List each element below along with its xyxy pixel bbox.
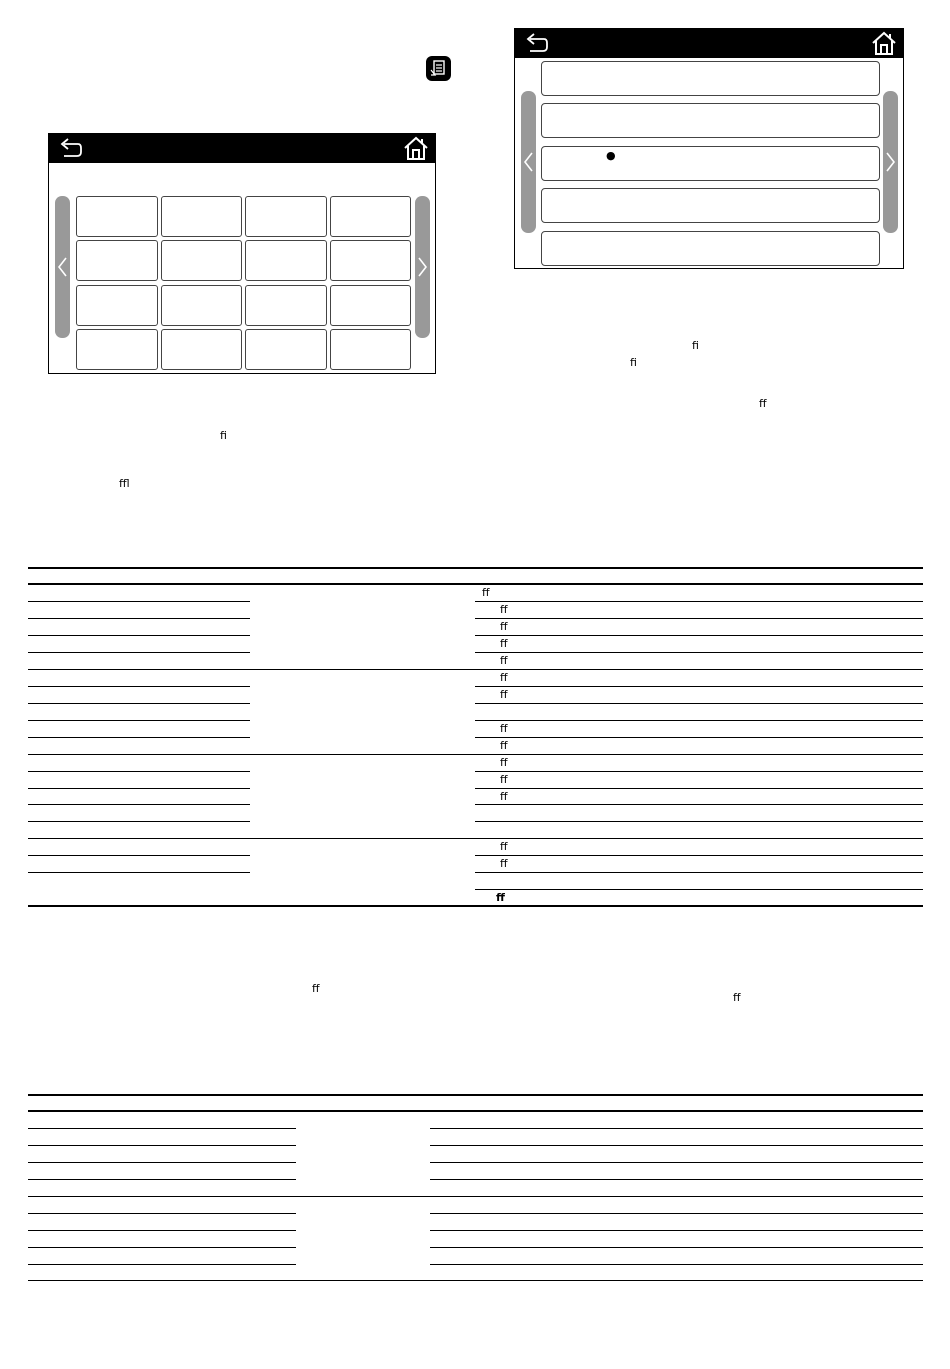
table-cell-glyph: ﬀ [500,654,508,667]
grid-tile[interactable] [76,196,158,237]
text-fragment: ﬄ [119,477,130,490]
chevron-right-icon [883,91,898,233]
menu-row[interactable] [541,103,880,138]
list-menu-screen [514,28,904,269]
table-cell-glyph: ﬀ [500,603,508,616]
table-cell-glyph: ﬀ [500,857,508,870]
grid-tile[interactable] [76,329,158,370]
table-cell-glyph: ﬀ [500,620,508,633]
selected-marker: ● [606,149,616,162]
menu-row[interactable] [541,61,880,96]
grid-tile[interactable] [330,285,411,326]
grid-tile[interactable] [161,285,242,326]
scroll-right-button[interactable] [883,91,898,233]
text-fragment: ﬀ [733,991,741,1004]
text-fragment: ﬀ [312,982,320,995]
table-cell-glyph: ﬀ [500,688,508,701]
table-cell-glyph: ﬀ [500,637,508,650]
scroll-left-button[interactable] [55,196,70,338]
table-cell-glyph: ﬀ [496,891,505,904]
grid-tile[interactable] [330,240,411,281]
chevron-right-icon [415,196,430,338]
table-cell-glyph: ﬀ [500,790,508,803]
screen-header-bar [515,29,903,58]
scroll-right-button[interactable] [415,196,430,338]
grid-menu-screen [48,133,436,374]
screen-header-bar [49,134,435,163]
home-icon[interactable] [403,136,429,166]
grid-tile[interactable] [245,329,327,370]
grid-tile[interactable] [330,329,411,370]
text-fragment: ﬁ [630,356,637,369]
grid-tile[interactable] [161,329,242,370]
chevron-left-icon [55,196,70,338]
home-icon[interactable] [871,31,897,61]
menu-row[interactable] [541,188,880,223]
back-arrow-icon[interactable] [525,32,549,60]
grid-tile[interactable] [76,240,158,281]
table-cell-glyph: ﬀ [500,773,508,786]
grid-tile[interactable] [76,285,158,326]
grid-tile[interactable] [330,196,411,237]
grid-tile[interactable] [161,240,242,281]
document-icon [426,56,451,81]
table-cell-glyph: ﬀ [482,586,490,599]
grid-tile[interactable] [161,196,242,237]
table-cell-glyph: ﬀ [500,671,508,684]
chevron-left-icon [521,91,536,233]
grid-tile[interactable] [245,240,327,281]
table-cell-glyph: ﬀ [500,739,508,752]
menu-row-selected[interactable] [541,146,880,181]
grid-tile[interactable] [245,196,327,237]
text-fragment: ﬀ [759,397,767,410]
table-cell-glyph: ﬀ [500,756,508,769]
text-fragment: ﬁ [220,429,227,442]
menu-row[interactable] [541,231,880,266]
scroll-left-button[interactable] [521,91,536,233]
grid-tile[interactable] [245,285,327,326]
table-cell-glyph: ﬀ [500,840,508,853]
table-cell-glyph: ﬀ [500,722,508,735]
text-fragment: ﬁ [692,339,699,352]
back-arrow-icon[interactable] [59,137,83,165]
